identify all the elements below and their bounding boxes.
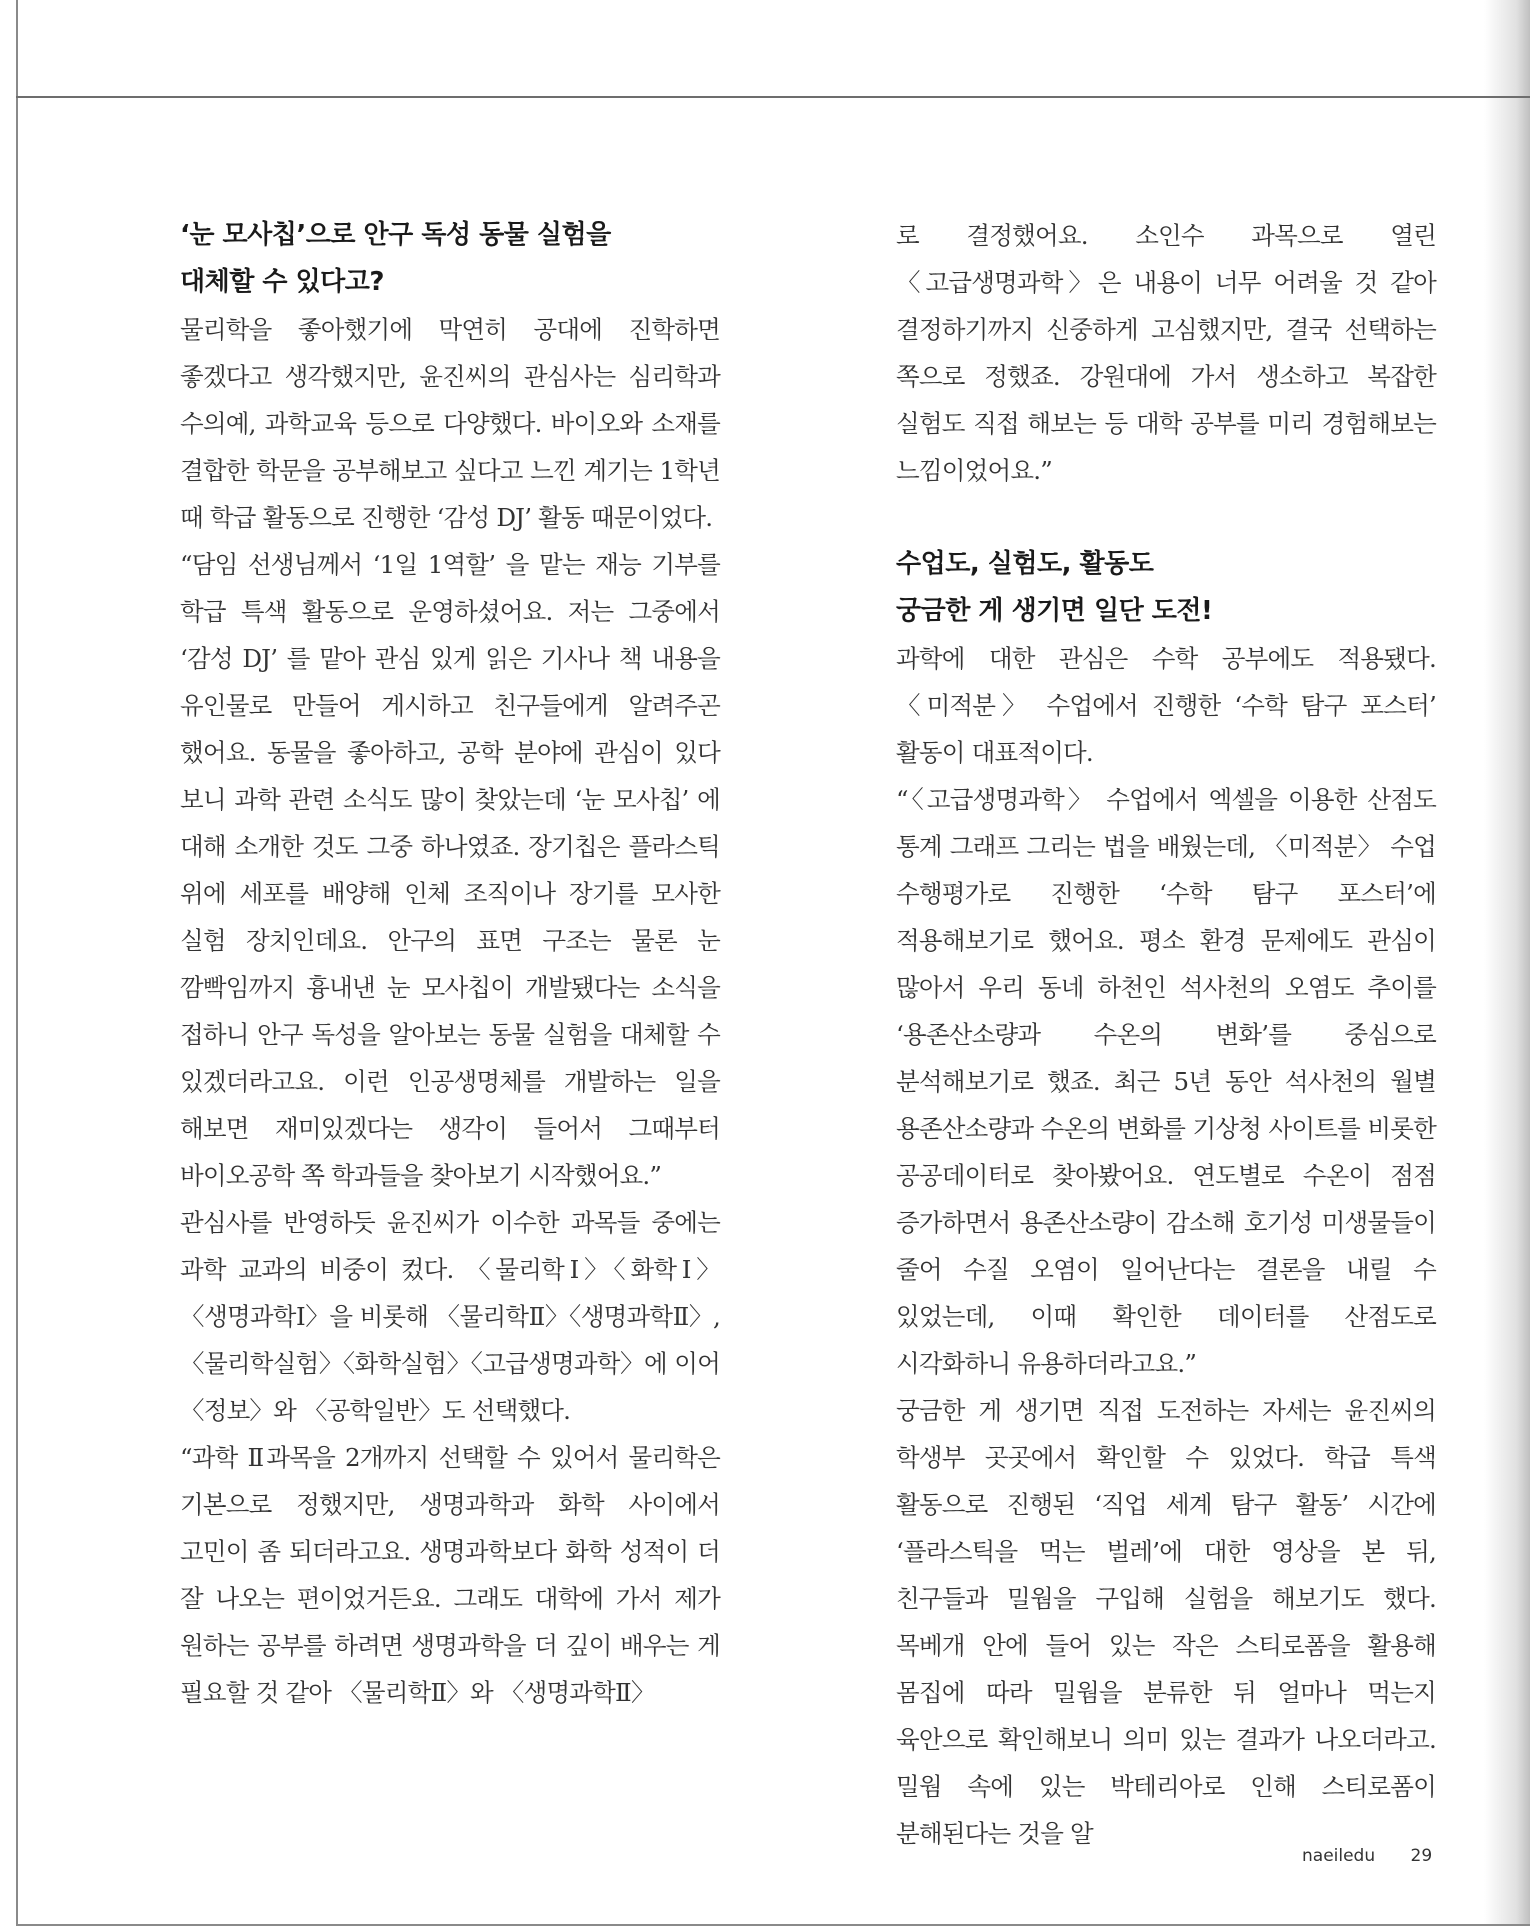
body-paragraph: “〈고급생명과학〉 수업에서 엑셀을 이용한 산점도 통계 그래프 그리는 법을 배웠는데, 〈미적분〉 수업 수행평가로 진행한 ‘수학 탐구 포스터’에 적용해보기로 했어요. 평소 환경 문제에도 관심이 많아서 우리 동네 하천인 석사천의 오염도 추이를 ‘용존산소량과 수온의 변화’를 중심으로 분석해보기로 했죠. 최근 5년 동안 석사천의 월별 용존산소량과 수온의 변화를 기상청 사이트를 비롯한 공공데이터로 찾아봤어요. 연도별로 수온이 점점 증가하면서 용존산소량이 감소해 호기성 미생물들이 줄어 수질 오염이 일어난다는 결론을 내릴 수 있었는데, 이때 확인한 데이터를 산점도로 시각화하니 유용하더라고요.” [896,785,1436,1378]
section-spacer [896,494,1436,541]
spine-shadow [1484,0,1530,1926]
right-column [896,212,1436,1857]
publication-name: naeiledu [1302,1846,1376,1866]
body-paragraph-continued: 로 결정했어요. 소인수 과목으로 열린 〈고급생명과학〉은 내용이 너무 어려울 것 같아 결정하기까지 신중하게 고심했지만, 결국 선택하는 쪽으로 정했죠. 강원대에 가서 생소하고 복잡한 실험도 직접 해보는 등 대학 공부를 미리 경험해보는 느낌이었어요.” [896,221,1436,485]
body-paragraph: “과학 Ⅱ과목을 2개까지 선택할 수 있어서 물리학은 기본으로 정했지만, 생명과학과 화학 사이에서 고민이 좀 되더라고요. 생명과학보다 화학 성적이 더 잘 나오는 편이었거든요. 그래도 대학에 가서 제가 원하는 공부를 하려면 생명과학을 더 깊이 배우는 게 필요할 것 같아 〈물리학Ⅱ〉와 〈생명과학Ⅱ〉 [180,1443,720,1707]
left-column [180,212,720,1716]
page-footer [1302,1846,1432,1866]
page-number: 29 [1410,1846,1433,1866]
body-paragraph: “담임 선생님께서 ‘1일 1역할’ 을 맡는 재능 기부를 학급 특색 활동으로 운영하셨어요. 저는 그중에서 ‘감성 DJ’ 를 맡아 관심 있게 읽은 기사나 책 내용을 유인물로 만들어 게시하고 친구들에게 알려주곤 했어요. 동물을 좋아하고, 공학 분야에 관심이 있다 보니 과학 관련 소식도 많이 찾았는데 ‘눈 모사칩’ 에 대해 소개한 것도 그중 하나였죠. 장기칩은 플라스틱 위에 세포를 배양해 인체 조직이나 장기를 모사한 실험 장치인데요. 안구의 표면 구조는 물론 눈 깜빡임까지 흉내낸 눈 모사칩이 개발됐다는 소식을 접하니 안구 독성을 알아보는 동물 실험을 대체할 수 있겠더라고요. 이런 인공생명체를 개발하는 일을 해보면 재미있겠다는 생각이 들어서 그때부터 바이오공학 쪽 학과들을 찾아보기 시작했어요.” [180,550,720,1190]
body-paragraph: 과학에 대한 관심은 수학 공부에도 적용됐다. 〈미적분〉 수업에서 진행한 ‘수학 탐구 포스터’ 활동이 대표적이다. [896,644,1436,767]
body-paragraph: 물리학을 좋아했기에 막연히 공대에 진학하면 좋겠다고 생각했지만, 윤진씨의 관심사는 심리학과 수의예, 과학교육 등으로 다양했다. 바이오와 소재를 결합한 학문을 공부해보고 싶다고 느낀 계기는 1학년 때 학급 활동으로 진행한 ‘감성 DJ’ 활동 때문이었다. [180,315,720,532]
section-heading-line-1: ‘눈 모사칩’으로 안구 독성 동물 실험을 [180,220,611,250]
body-paragraph: 궁금한 게 생기면 직접 도전하는 자세는 윤진씨의 학생부 곳곳에서 확인할 수 있었다. 학급 특색 활동으로 진행된 ‘직업 세계 탐구 활동’ 시간에 ‘플라스틱을 먹는 벌레’에 대한 영상을 본 뒤, 친구들과 밀웜을 구입해 실험을 해보기도 했다. 목베개 안에 들어 있는 작은 스티로폼을 활용해 몸집에 따라 밀웜을 분류한 뒤 얼마나 먹는지 육안으로 확인해보니 의미 있는 결과가 나오더라고. 밀웜 속에 있는 박테리아로 인해 스티로폼이 분해된다는 것을 알 [896,1396,1436,1848]
section-heading-line-1: 수업도, 실험도, 활동도 [896,549,1154,579]
section-heading-line-2: 대체할 수 있다고? [180,267,384,297]
body-paragraph: 관심사를 반영하듯 윤진씨가 이수한 과목들 중에는 과학 교과의 비중이 컸다. 〈물리학Ⅰ〉〈화학Ⅰ〉〈생명과학Ⅰ〉을 비롯해 〈물리학Ⅱ〉〈생명과학Ⅱ〉, 〈물리학실험〉〈화학실험〉〈고급생명과학〉에 이어 〈정보〉와 〈공학일반〉도 선택했다. [180,1208,720,1425]
header-rule [16,96,1530,98]
section-heading-line-2: 궁금한 게 생기면 일단 도전! [896,596,1213,626]
